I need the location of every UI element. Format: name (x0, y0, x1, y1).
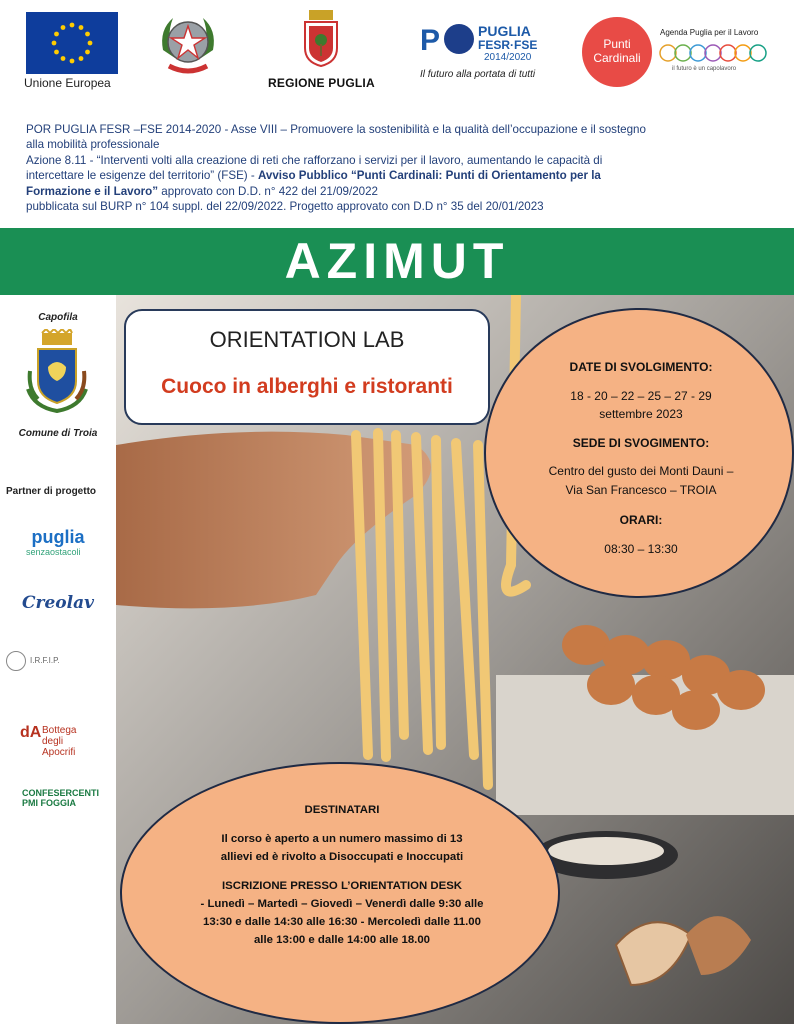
recipients-heading: DESTINATARI (304, 804, 380, 816)
agenda-title: Agenda Puglia per il Lavoro (660, 28, 759, 37)
bottega-word: Bottega (42, 725, 77, 736)
puglia-fesr-years: 2014/2020 (484, 52, 532, 63)
agenda-subtitle: il futuro è un capolavoro (672, 66, 737, 72)
recipients-line: allievi ed è rivolto a Disoccupati e Inoccupati (220, 851, 464, 863)
puglia-p-letter: P (420, 24, 441, 57)
puglia-logo-text: puglia (31, 527, 85, 547)
registration-line: alle 13:00 e dalle 14:00 alle 18.00 (253, 934, 431, 946)
venue-line: Via San Francesco – TROIA (565, 483, 717, 497)
schedule-circle (484, 308, 794, 598)
agenda-rings-icon (658, 41, 768, 65)
bottega-monogram: dA (20, 724, 42, 741)
intro-line (26, 184, 776, 199)
punti-cardinali-text: Punti Cardinali (593, 37, 641, 65)
banner-title: AZIMUT (284, 233, 510, 289)
date-days: 18 - 20 – 22 – 25 – 27 - 29 (570, 389, 712, 403)
registration-line: 13:30 e dalle 14:30 alle 16:30 - Mercoledì dalle 11.00 (203, 916, 481, 928)
partner-heading: Partner di progetto (6, 486, 97, 497)
irfip-seal-icon (6, 651, 26, 671)
bottega-words (42, 725, 76, 758)
venue-line: Centro del gusto dei Monti Dauni – (548, 464, 734, 478)
irfip-logo (6, 651, 114, 671)
registration-line: - Lunedì – Martedì – Giovedì – Venerdì dalle 9:30 alle (200, 898, 484, 910)
punti-cardinali-logo (582, 17, 652, 87)
date-month: settembre 2023 (599, 407, 683, 421)
puglia-logo-subtext: senzaostacoli (26, 547, 81, 557)
intro-bold-text: Avviso Pubblico “Punti Cardinali: Punti di Orientamento per la (257, 169, 601, 183)
bottega-word: Apocrifi (42, 747, 76, 758)
puglia-fesr-title: PUGLIA (478, 23, 531, 39)
recipients-line: Il corso è aperto a un numero massimo di 13 (221, 833, 463, 845)
hours-heading: ORARI: (619, 513, 663, 527)
irfip-logo-text: I.R.F.I.P. (30, 656, 60, 666)
registration-heading: ISCRIZIONE PRESSO L’ORIENTATION DESK (221, 880, 463, 892)
program-description (26, 122, 776, 214)
lab-title: ORIENTATION LAB (209, 327, 405, 352)
intro-line: alla mobilità professionale (26, 138, 160, 152)
venue-heading: SEDE DI SVOGIMENTO: (572, 436, 710, 450)
regione-puglia-label: REGIONE PUGLIA (268, 76, 375, 90)
hours-value: 08:30 – 13:30 (604, 542, 678, 556)
orientation-lab-box (124, 309, 490, 425)
lab-subtitle: Cuoco in alberghi e ristoranti (161, 375, 453, 398)
comune-troia-crest-icon (24, 329, 90, 415)
comune-troia-label: Comune di Troia (18, 428, 98, 439)
capofila-label: Capofila (38, 312, 78, 323)
regione-puglia-emblem-icon (303, 8, 339, 68)
agenda-puglia-logo (658, 28, 768, 78)
bottega-word: degli (42, 736, 64, 747)
recipients-circle (120, 762, 560, 1024)
puglia-senzaostacoli-logo (0, 527, 116, 557)
puglia-fesr-subtitle: FESR·FSE (478, 38, 538, 52)
intro-line (26, 168, 776, 183)
intro-line: POR PUGLIA FESR –FSE 2014-2020 - Asse VIII – Promuovere la sostenibilità e la qualità dell’occupazione e il sostegno (26, 123, 646, 136)
intro-line: pubblicata sul BURP n° 104 suppl. del 22/09/2022. Progetto approvato con D.D n° 35 del 20/01/2023 (26, 200, 544, 214)
eu-label: Unione Europea (24, 76, 111, 90)
intro-line: Azione 8.11 - “Interventi volti alla creazione di reti che rafforzano i servizi per il lavoro, aumentando le capacità di (26, 153, 603, 167)
intro-text: intercettare le esigenze del territorio” (FSE) - (26, 169, 258, 183)
italian-republic-emblem-icon (155, 10, 221, 80)
puglia-fesr-tagline: Il futuro alla portata di tutti (420, 69, 536, 80)
partner-sidebar (0, 295, 116, 1024)
intro-text: approvato con D.D. n° 422 del 21/09/2022 (158, 184, 378, 198)
logo-strip (0, 0, 794, 110)
eu-flag-icon (26, 12, 118, 74)
date-heading: DATE DI SVOLGIMENTO: (569, 360, 713, 374)
puglia-fesr-fse-logo (420, 20, 560, 80)
creolav-logo: Creolav (22, 593, 94, 613)
puglia-globe-icon (444, 24, 474, 54)
confesercenti-logo: CONFESERCENTI PMI FOGGIA (22, 788, 100, 808)
intro-bold-text: Formazione e il Lavoro” (26, 184, 159, 198)
title-banner (0, 228, 794, 295)
